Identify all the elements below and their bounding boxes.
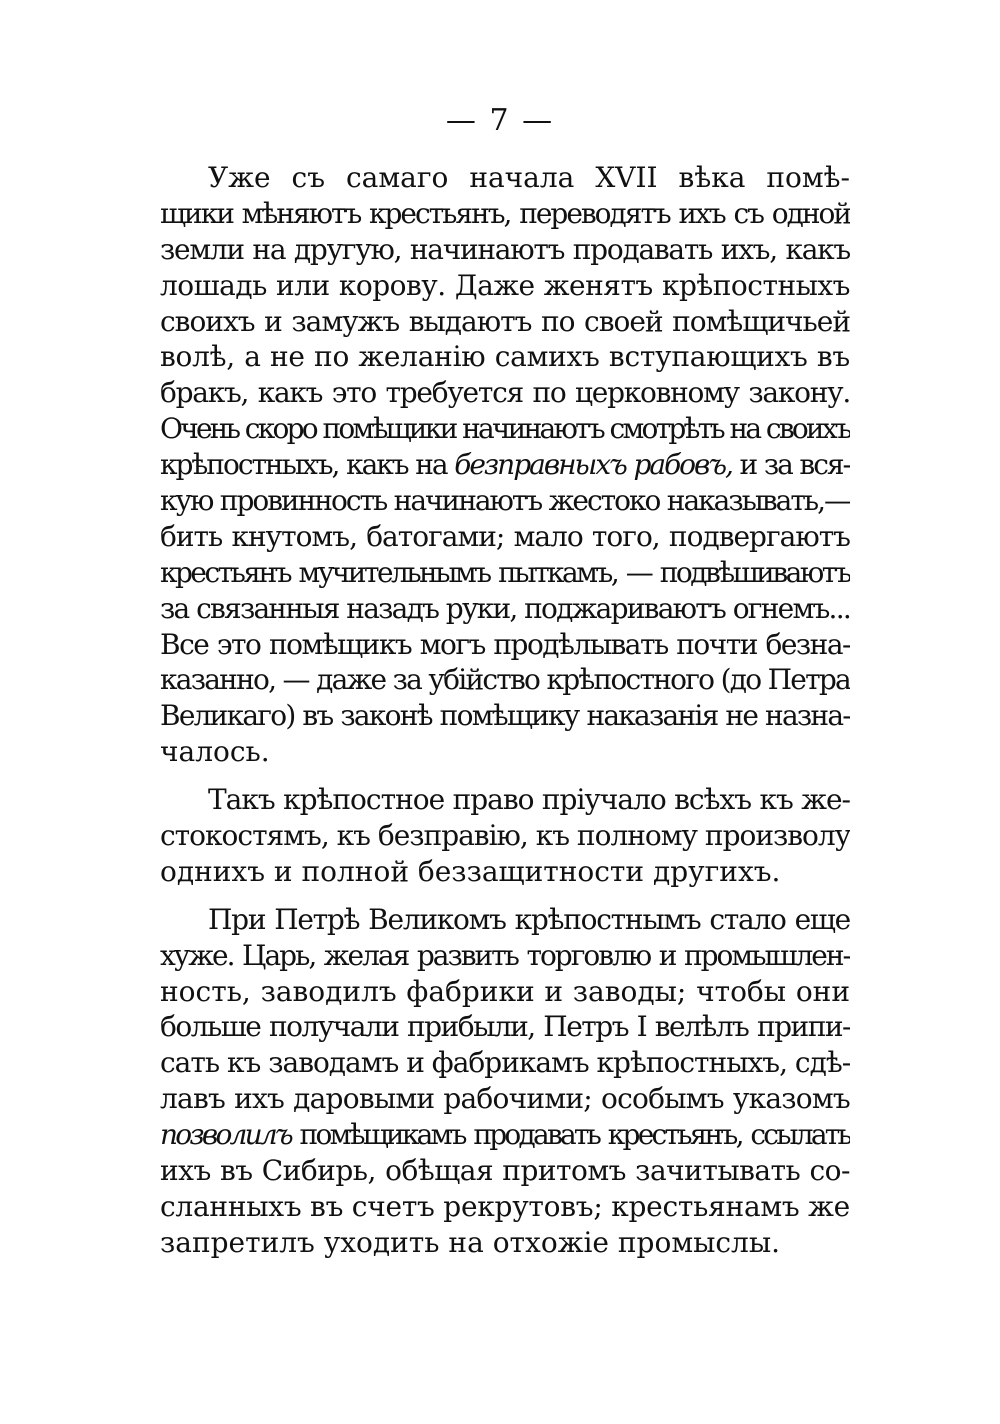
text-line: Такъ крѣпостное право пріучало всѣхъ къ же- <box>208 783 850 817</box>
text-line: сланныхъ въ счетъ рекрутовъ; крестьянамъ же <box>160 1189 850 1223</box>
text-line: запретилъ уходить на отхожіе промыслы. <box>160 1225 781 1259</box>
text-line: крестьянъ мучительнымъ пыткамъ, — подвѣшиваютъ <box>160 555 850 589</box>
text-line: земли на другую, начинаютъ продавать ихъ, какъ <box>160 232 850 266</box>
text-line: сать къ заводамъ и фабрикамъ крѣпостныхъ, сдѣ- <box>160 1046 850 1080</box>
text-segment: помѣщикамъ продавать крестьянъ, ссылать <box>290 1118 850 1152</box>
paragraph-3 <box>160 902 850 1261</box>
text-line: Великаго) въ законѣ помѣщику наказанія не назна- <box>160 699 850 733</box>
text-line: однихъ и полной беззащитности другихъ. <box>160 854 781 888</box>
text-segment: крѣпостныхъ, какъ на <box>160 448 455 482</box>
text-line: ихъ въ Сибирь, обѣщая притомъ зачитывать со- <box>160 1154 850 1188</box>
text-line-with-italic <box>160 447 850 483</box>
italic-emphasis: безправныхъ рабовъ, <box>454 448 732 482</box>
text-line: кую провинность начинаютъ жестоко наказывать,— <box>160 484 850 518</box>
page-number: — 7 — <box>445 103 555 138</box>
text-line: волѣ, а не по желанію самихъ вступающихъ въ <box>160 340 850 374</box>
body-text <box>160 160 850 1261</box>
text-line-with-italic <box>160 1117 850 1153</box>
paragraph-gap <box>160 770 850 782</box>
text-line: больше получали прибыли, Петръ I велѣлъ припи- <box>160 1010 850 1044</box>
text-line: своихъ и замужъ выдаютъ по своей помѣщичьей <box>160 304 850 338</box>
text-line: казанно, — даже за убійство крѣпостного (до Петра <box>160 663 850 697</box>
text-line: При Петрѣ Великомъ крѣпостнымъ стало еще <box>208 902 850 936</box>
text-line: чалось. <box>160 735 270 769</box>
paragraph-2 <box>160 782 850 890</box>
italic-emphasis: позволилъ <box>160 1118 291 1152</box>
paragraph-1 <box>160 160 850 770</box>
text-line: стокостямъ, къ безправію, къ полному произволу <box>160 819 850 853</box>
text-line: Все это помѣщикъ могъ продѣлывать почти безна- <box>160 627 850 661</box>
text-line: бракъ, какъ это требуется по церковному закону. <box>160 376 850 410</box>
text-line: Уже съ самаго начала XVII вѣка помѣ- <box>208 161 850 194</box>
text-line: хуже. Царь, желая развить торговлю и промышлен- <box>160 938 850 972</box>
text-line: щики мѣняютъ крестьянъ, переводятъ ихъ съ одной <box>160 196 850 230</box>
text-line: за связанныя назадъ руки, поджариваютъ огнемъ... <box>160 591 850 625</box>
text-line: лошадь или корову. Даже женятъ крѣпостныхъ <box>160 268 850 302</box>
text-segment: и за вся- <box>731 448 850 482</box>
paragraph-gap <box>160 890 850 902</box>
text-line: бить кнутомъ, батогами; мало того, подвергаютъ <box>160 519 850 553</box>
text-line: Очень скоро помѣщики начинаютъ смотрѣть на своихъ <box>160 412 850 446</box>
text-line: ность, заводилъ фабрики и заводы; чтобы они <box>160 974 850 1008</box>
text-line: лавъ ихъ даровыми рабочими; особымъ указомъ <box>160 1082 850 1116</box>
